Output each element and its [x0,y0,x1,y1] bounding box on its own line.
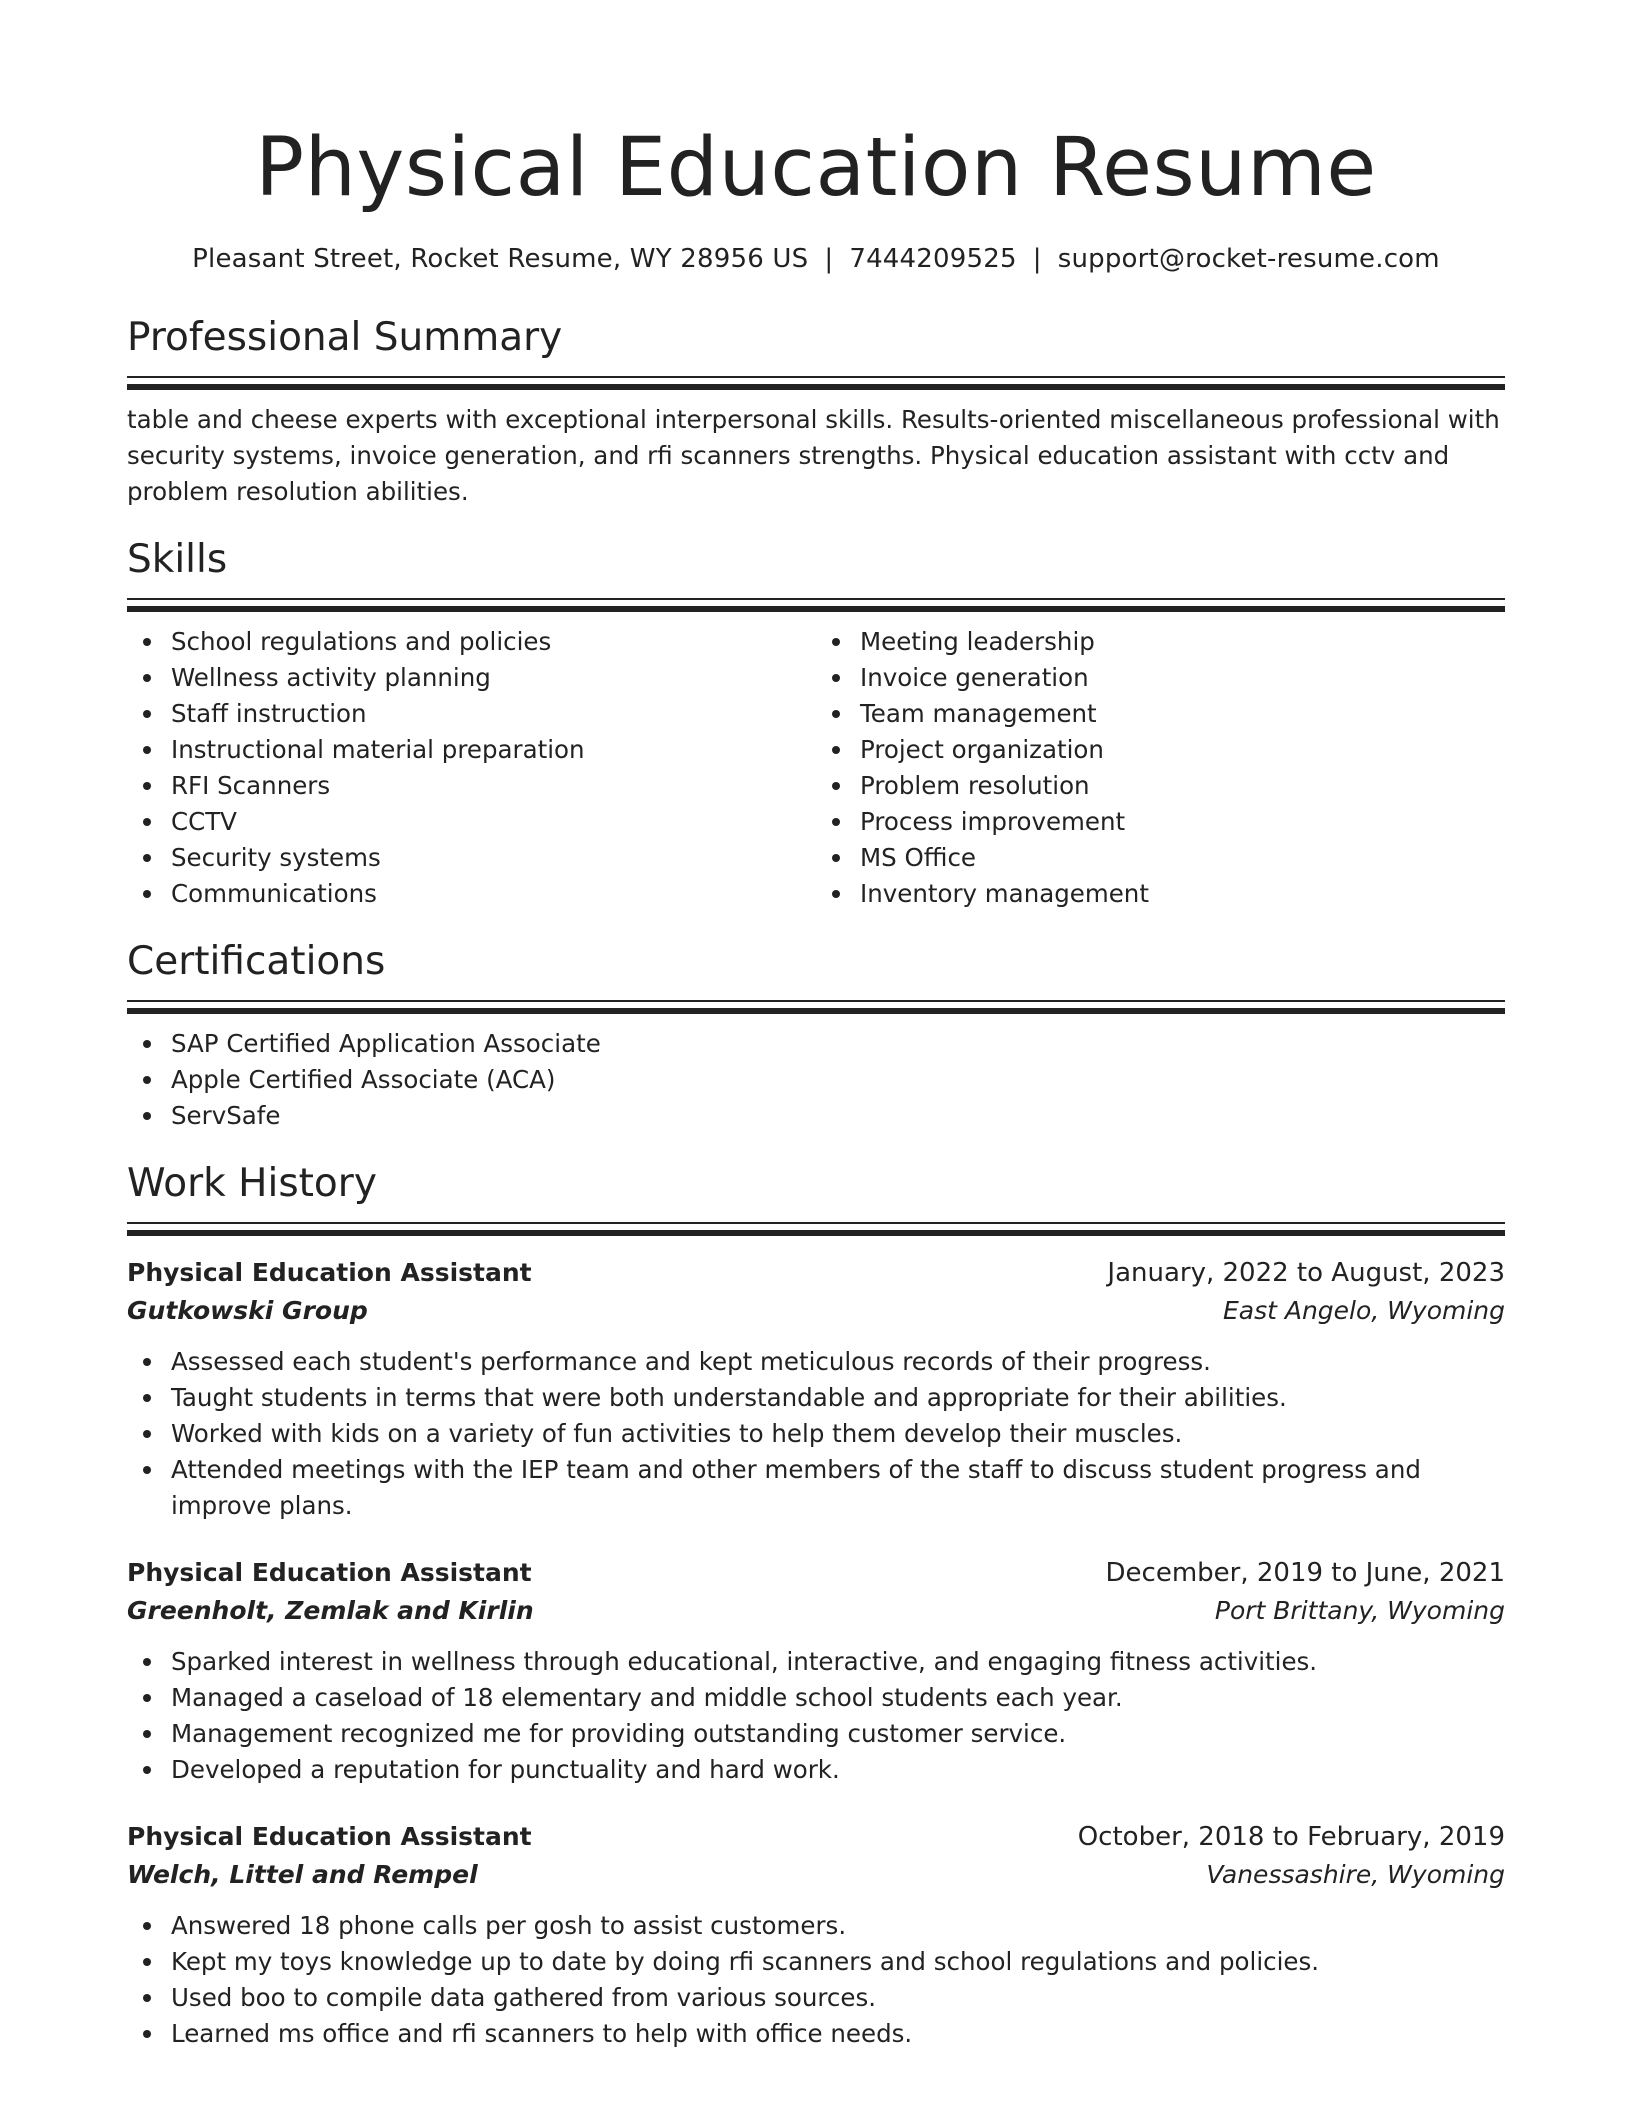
skill-item: Meeting leadership [860,624,1505,660]
job-bullet: Answered 18 phone calls per gosh to assist customers. [171,1908,1505,1944]
skill-item: CCTV [171,804,816,840]
job-company: Greenholt, Zemlak and Kirlin [127,1596,534,1625]
job-entry [127,1554,1505,1788]
skill-item: School regulations and policies [171,624,816,660]
contact-separator: | [1032,244,1042,274]
section-title-summary: Professional Summary [127,315,563,360]
skill-item: MS Office [860,840,1505,876]
job-subheader [127,1856,1505,1894]
job-bullet: Learned ms office and rfi scanners to help with office needs. [171,2016,1505,2052]
certification-item: Apple Certified Associate (ACA) [171,1062,1505,1098]
job-bullet: Sparked interest in wellness through educational, interactive, and engaging fitness activities. [171,1644,1505,1680]
job-entry [127,1254,1505,1524]
job-header [127,1818,1505,1856]
job-bullet: Developed a reputation for punctuality and hard work. [171,1752,1505,1788]
certifications-section [127,938,1505,1134]
job-bullet: Taught students in terms that were both understandable and appropriate for their abilities. [171,1380,1505,1416]
section-divider [127,376,1505,390]
contact-address: Pleasant Street, Rocket Resume, WY 28956 US [192,244,809,274]
job-bullet: Used boo to compile data gathered from various sources. [171,1980,1505,2016]
skill-item: Communications [171,876,816,912]
job-bullets [127,1344,1505,1524]
skills-columns [127,612,1505,912]
job-location: East Angelo, Wyoming [1222,1296,1505,1325]
job-header [127,1254,1505,1292]
certifications-list [127,1026,1505,1134]
job-location: Port Brittany, Wyoming [1214,1596,1505,1625]
skill-item: Process improvement [860,804,1505,840]
job-company: Welch, Littel and Rempel [127,1860,478,1889]
skills-section [127,536,1505,912]
resume-title: Physical Education Resume [255,121,1377,215]
skill-item: Staff instruction [171,696,816,732]
skill-item: Problem resolution [860,768,1505,804]
section-title-certifications: Certifications [127,939,386,984]
skill-item: Invoice generation [860,660,1505,696]
job-dates: January, 2022 to August, 2023 [1107,1258,1505,1288]
section-divider [127,1000,1505,1014]
job-subheader [127,1592,1505,1630]
summary-text: table and cheese experts with exceptional interpersonal skills. Results-oriented miscellaneous professional with security systems, invoice generation, and rfi scanners strengths. Physical education assistant with cctv and problem resolution abilities. [127,405,1500,506]
certification-item: SAP Certified Application Associate [171,1026,1505,1062]
section-divider [127,1222,1505,1236]
job-company: Gutkowski Group [127,1296,368,1325]
contact-line [127,242,1505,276]
job-bullet: Worked with kids on a variety of fun activities to help them develop their muscles. [171,1416,1505,1452]
contact-email: support@rocket-resume.com [1057,244,1440,274]
contact-separator: | [824,244,834,274]
job-dates: October, 2018 to February, 2019 [1077,1822,1505,1852]
skill-item: Team management [860,696,1505,732]
job-entry [127,1818,1505,2052]
work-history-section [127,1160,1505,2052]
skills-list-right [816,624,1505,912]
job-bullets [127,1644,1505,1788]
skill-item: Instructional material preparation [171,732,816,768]
section-title-work-history: Work History [127,1161,377,1206]
job-title: Physical Education Assistant [127,1258,532,1287]
job-bullets [127,1908,1505,2052]
contact-phone: 7444209525 [849,244,1017,274]
skill-item: Inventory management [860,876,1505,912]
certification-item: ServSafe [171,1098,1505,1134]
job-dates: December, 2019 to June, 2021 [1105,1558,1505,1588]
skill-item: Wellness activity planning [171,660,816,696]
job-bullet: Management recognized me for providing outstanding customer service. [171,1716,1505,1752]
job-subheader [127,1292,1505,1330]
section-title-skills: Skills [127,537,228,582]
skill-item: Project organization [860,732,1505,768]
job-title: Physical Education Assistant [127,1822,532,1851]
summary-section [127,314,1505,510]
job-bullet: Assessed each student's performance and kept meticulous records of their progress. [171,1344,1505,1380]
job-bullet: Kept my toys knowledge up to date by doing rfi scanners and school regulations and policies. [171,1944,1505,1980]
job-location: Vanessashire, Wyoming [1206,1860,1505,1889]
section-divider [127,598,1505,612]
job-header [127,1554,1505,1592]
job-bullet: Managed a caseload of 18 elementary and middle school students each year. [171,1680,1505,1716]
skill-item: Security systems [171,840,816,876]
job-bullet: Attended meetings with the IEP team and other members of the staff to discuss student progress and improve plans. [171,1452,1505,1524]
job-title: Physical Education Assistant [127,1558,532,1587]
skill-item: RFI Scanners [171,768,816,804]
skills-list-left [127,624,816,912]
